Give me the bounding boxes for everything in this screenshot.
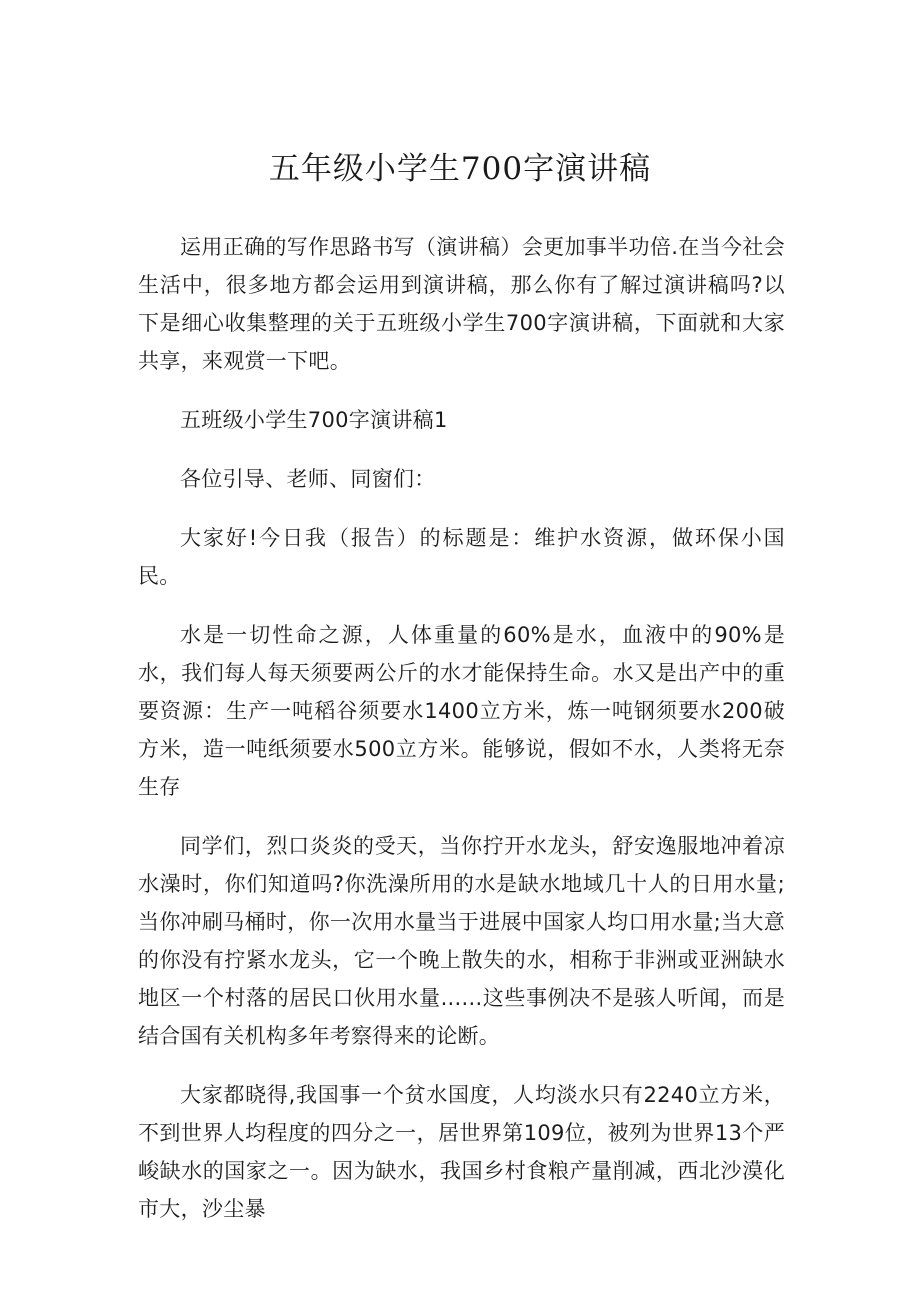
intro-paragraph: 运用正确的写作思路书写（演讲稿）会更加事半功倍.在当今社会生活中，很多地方都会运用到演讲稿，那么你有了解过演讲稿吗?以下是细心收集整理的关于五班级小学生700字演讲稿，下面就和大家共享，来观赏一下吧。 — [138, 235, 785, 373]
paragraph-spacer — [138, 439, 785, 460]
paragraph-spacer — [138, 806, 785, 827]
paragraph-spacer — [138, 595, 785, 616]
document-body — [138, 228, 785, 1228]
body-paragraph: 水是一切性命之源，人体重量的60%是水，血液中的90%是水，我们每人每天须要两公斤的水才能保持生命。水又是出产中的重要资源：生产一吨稻谷须要水1400立方米，炼一吨钢须要水200破方米，造一吨纸须要水500立方米。能够说，假如不水，人类将无奈生存 — [138, 623, 785, 799]
paragraph-spacer — [138, 498, 785, 519]
paragraph-spacer — [138, 1055, 785, 1076]
body-paragraph: 大家都晓得,我国事一个贫水国度，人均淡水只有2240立方米，不到世界人均程度的四分之一，居世界第109位，被列为世界13个严峻缺水的国家之一。因为缺水，我国乡村食粮产量削减，西北沙漠化市大，沙尘暴 — [138, 1083, 785, 1221]
greeting-paragraph: 大家好!今日我（报告）的标题是：维护水资源，做环保小国民。 — [138, 526, 785, 588]
salutation-paragraph: 各位引导、老师、同窗们： — [180, 467, 436, 491]
document-title: 五年级小学生700字演讲稿 — [268, 151, 652, 187]
body-paragraph: 同学们，烈口炎炎的受天，当你拧开水龙头，舒安逸服地冲着凉水澡时，你们知道吗?你洗澡所用的水是缺水地域几十人的日用水量;当你冲刷马桶时，你一次用水量当于进展中国家人均口用水量;当大意的你没有拧紧水龙头，它一个晚上散失的水，相称于非洲或亚洲缺水地区一个村落的居民口伙用水量......这些事例决不是骇人听闻，而是结合国有关机构多年考察得来的论断。 — [138, 834, 785, 1048]
paragraph-spacer — [138, 380, 785, 401]
section-heading: 五班级小学生700字演讲稿1 — [180, 408, 448, 432]
